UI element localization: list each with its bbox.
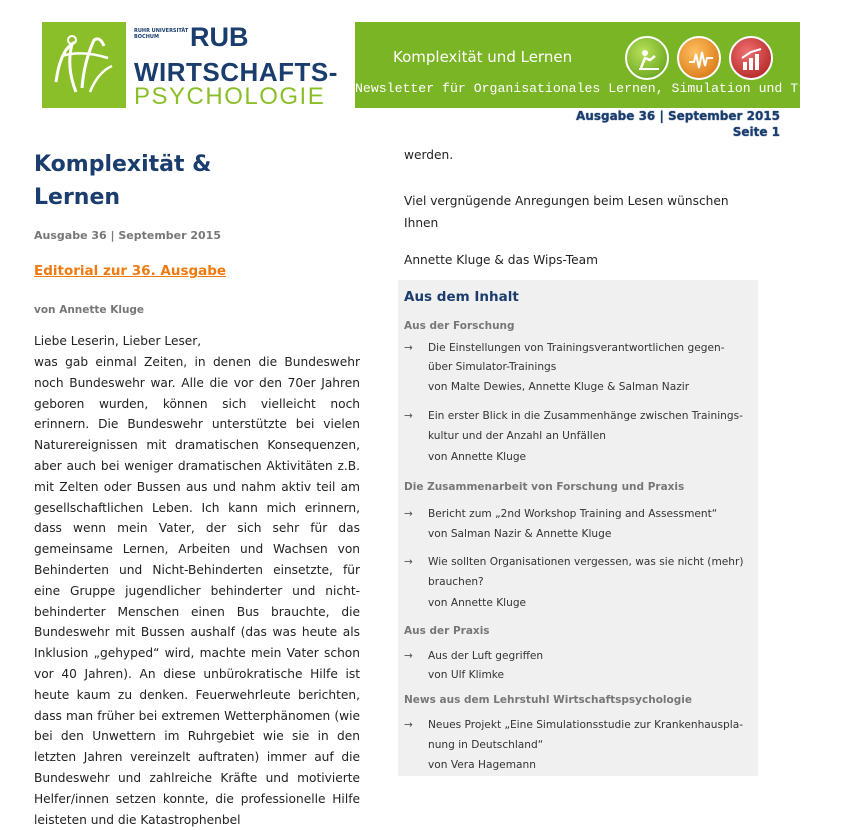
toc-item-line: Wie sollten Organisationen vergessen, was sie nicht (mehr) (428, 556, 744, 568)
logo-university-text: RUHR UNIVERSITÄT BOCHUM (134, 28, 189, 40)
toc-item-author: von Salman Nazir & Annette Kluge (428, 528, 612, 540)
toc-title: Aus dem Inhalt (404, 289, 519, 305)
toc-item-line: Ein erster Blick in die Zusammenhänge zwischen Trainings- (428, 410, 743, 422)
toc-item-author: von Ulf Klimke (428, 669, 505, 681)
toc-item-line: kultur und der Anzahl an Unfällen (428, 430, 606, 442)
rub-logo (42, 22, 338, 110)
arrow-right-icon: → (404, 650, 413, 662)
toc-item-author: von Vera Hagemann (428, 759, 536, 771)
newsletter-banner (355, 22, 854, 108)
toc-item-line: Die Einstellungen von Trainingsverantwortlichen gegen- (428, 342, 725, 354)
toc-item-line: über Simulator-Trainings (428, 361, 557, 373)
arrow-right-icon: → (404, 556, 413, 568)
toc-item-author: von Annette Kluge (428, 597, 527, 609)
page-title (34, 148, 364, 214)
arrow-right-icon: → (404, 342, 413, 354)
banner-title: Komplexität und Lernen (393, 48, 573, 66)
toc-item-line: brauchen? (428, 576, 484, 588)
toc-item-line: Bericht zum „2nd Workshop Training and Assessment“ (428, 508, 718, 520)
issue-line: Ausgabe 36 | September 2015 (576, 109, 780, 123)
arrow-right-icon: → (404, 719, 413, 731)
toc-item-line: Aus der Luft gegriffen (428, 650, 544, 662)
training-icon (625, 36, 669, 80)
toc-item-line: Neues Projekt „Eine Simulationsstudie zur Krankenhauspla- (428, 719, 744, 731)
issue-info (576, 108, 780, 140)
logo-line1: WIRTSCHAFTS- (134, 57, 338, 87)
toc-section-heading: Aus der Praxis (404, 625, 490, 637)
issue-subtitle: Ausgabe 36 | September 2015 (34, 229, 221, 242)
toc-item-author: von Annette Kluge (428, 451, 527, 463)
toc-section-heading: Die Zusammenarbeit von Forschung und Praxis (404, 481, 685, 493)
toc-section-heading: News aus dem Lehrstuhl Wirtschaftspsychologie (404, 694, 692, 706)
greeting: Liebe Leserin, Lieber Leser, (34, 334, 202, 348)
toc-item-line: nung in Deutschland“ (428, 739, 544, 751)
signature: Annette Kluge & das Wips-Team (404, 253, 598, 267)
growth-chart-icon (729, 36, 773, 80)
waveform-icon (677, 36, 721, 80)
title-line2: Lernen (34, 185, 121, 210)
title-line1: Komplexität & (34, 152, 212, 177)
body-continuation: werden. (404, 148, 454, 162)
arrow-right-icon: → (404, 508, 413, 520)
closing-wish: Viel vergnügende Anregungen beim Lesen wünschen Ihnen (404, 194, 729, 230)
arrow-right-icon: → (404, 410, 413, 422)
toc-section-heading: Aus der Forschung (404, 320, 515, 332)
page-number: Seite 1 (732, 125, 780, 139)
table-of-contents (398, 280, 758, 776)
logo-mark-icon (42, 22, 126, 108)
editorial-heading[interactable]: Editorial zur 36. Ausgabe (34, 263, 227, 279)
logo-line2: PSYCHOLOGIE (134, 83, 326, 110)
toc-item-author: von Malte Dewies, Annette Kluge & Salman Nazir (428, 381, 690, 393)
editorial-author: von Annette Kluge (34, 304, 145, 316)
editorial-body: was gab einmal Zeiten, in denen die Bundeswehr noch Bundeswehr war. Alle die vor den 70er Jahren geboren wurden, können sich vielleicht noch erinnern. Die Bundeswehr unterstützte bei vielen Naturereignissen mit dramatischen Konsequenzen, aber auch bei weniger dramatischen Aktivitäten z.B. mit Zelten oder Bussen aus und nahm aktiv teil am gesellschaftlichen Leben. Ich kann mich erinnern, dass wenn mein Vater, der sich sehr für das gemeinsame Lernen, Arbeiten und Wachsen von Behinderten und Nicht-Behinderten einsetzte, für eine Gruppe jugendlicher behinderter und nicht-behinderter Menschen einen Bus brauchte, die Bundeswehr mit Bussen aushalf (das was heute als Inklusion „gehyped“ wird, machte mein Vater schon vor 40 Jahren). An diese unbürokratische Hilfe ist heute kaum zu denken. Feuerwehrleute berichten, dass man früher bei extremen Wetterphänomen (wie bei den Unwettern im Ruhrgebiet wie sie in den letzten Jahren vereinzelt auftraten) immer auf die Bundeswehr und zahlreiche Kräfte und motivierte Helfer/innen setzen konnte, die professionelle Hilfe leisteten und die Katastrophenbel (34, 355, 360, 827)
banner-subtitle: Newsletter für Organisationales Lernen, Simulation und Training (355, 81, 854, 96)
logo-rub-text: RUB (190, 22, 249, 52)
